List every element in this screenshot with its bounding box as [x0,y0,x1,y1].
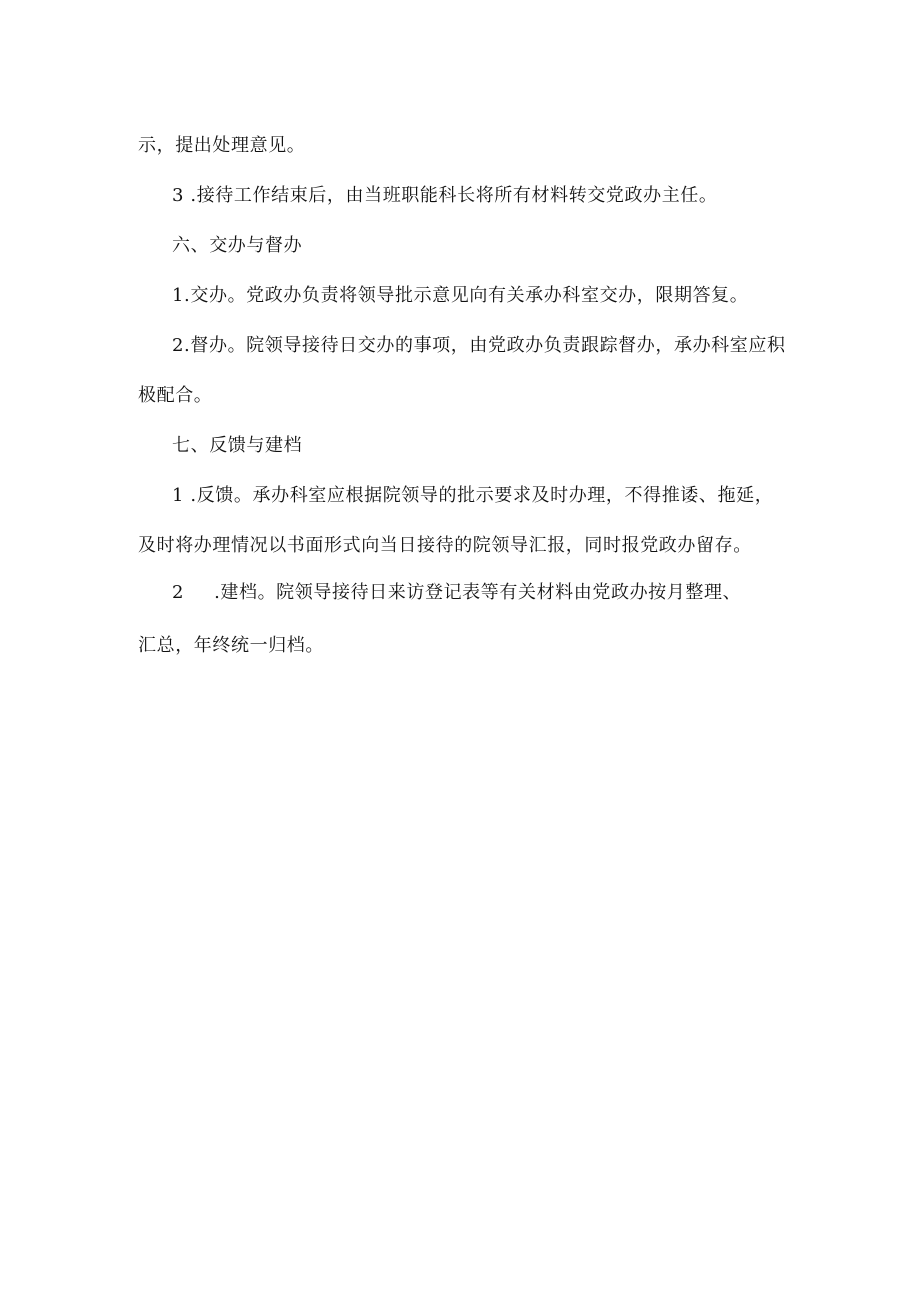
paragraph-line-5: 极配合。 [138,385,213,406]
paragraph-line-1: 示，提出处理意见。 [138,135,306,156]
paragraph-line-4: 2.督办。院领导接待日交办的事项，由党政办负责跟踪督办，承办科室应积 [172,335,786,356]
section-heading-feedback: 七、反馈与建档 [172,435,303,456]
section-heading-delegation: 六、交办与督办 [172,235,303,256]
paragraph-line-8 [172,581,741,605]
paragraph-line-3: 1.交办。党政办负责将领导批示意见向有关承办科室交办，限期答复。 [172,285,749,306]
item-number-2: 2 [172,582,185,603]
paragraph-line-7: 及时将办理情况以书面形式向当日接待的院领导汇报，同时报党政办留存。 [138,535,752,556]
paragraph-line-9: 汇总，年终统一归档。 [138,635,324,656]
archive-text: .建档。院领导接待日来访登记表等有关材料由党政办按月整理、 [214,582,742,603]
paragraph-line-6: 1 .反馈。承办科室应根据院领导的批示要求及时办理，不得推诿、拖延， [172,485,774,506]
paragraph-line-2: 3 .接待工作结束后，由当班职能科长将所有材料转交党政办主任。 [172,185,718,206]
